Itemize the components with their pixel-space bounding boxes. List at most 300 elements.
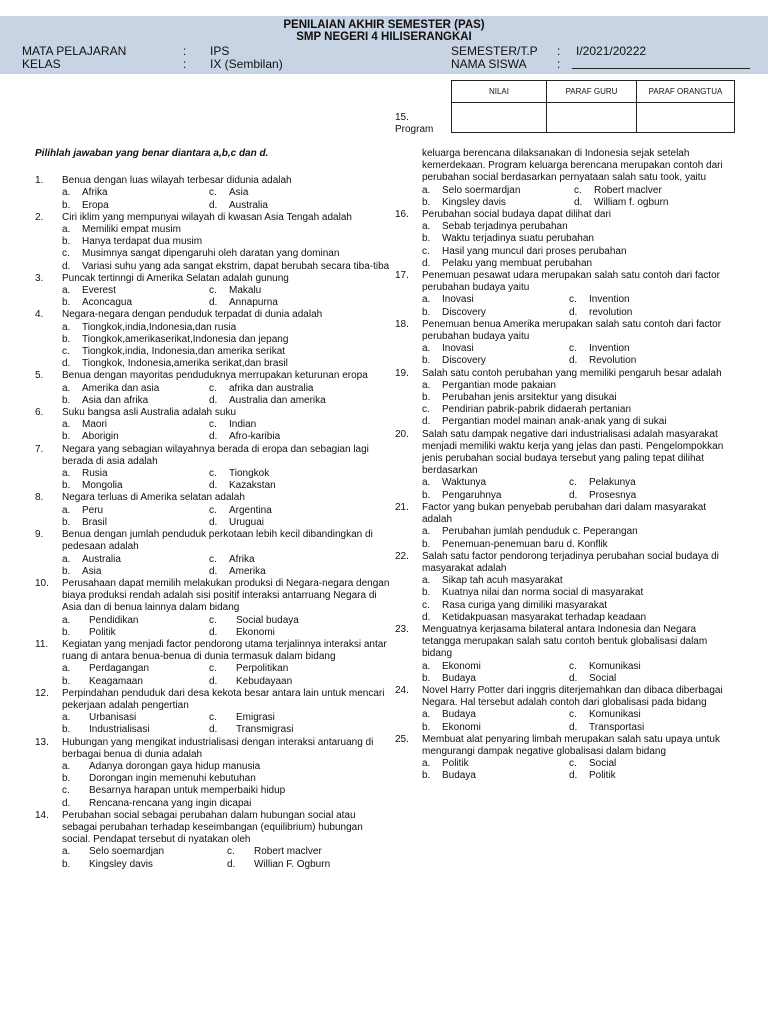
question-options [62, 187, 390, 211]
option-text: Sebab terjadinya perubahan [442, 221, 568, 233]
answer-option[interactable] [209, 627, 390, 639]
question-options [422, 661, 735, 685]
right-question-list [395, 209, 735, 783]
answer-option[interactable] [62, 785, 390, 797]
answer-option[interactable] [62, 419, 209, 431]
answer-option[interactable] [422, 526, 735, 538]
question-number: 17. [395, 270, 409, 282]
question-number: 10. [35, 577, 49, 589]
question-text: Penemuan benua Amerika merupakan salah satu contoh dari factor perubahan budaya yaitu [422, 318, 722, 343]
question-options [62, 383, 390, 407]
question-item [395, 502, 735, 551]
answer-option[interactable] [209, 505, 390, 517]
answer-option[interactable] [62, 431, 209, 443]
answer-option[interactable] [209, 517, 390, 529]
answer-option[interactable] [569, 661, 735, 673]
answer-option[interactable] [62, 248, 390, 260]
school-name: SMP NEGERI 4 HILISERANGKAI [296, 31, 472, 43]
answer-option[interactable] [62, 566, 209, 578]
option-letter: c. [209, 419, 217, 431]
option-text: Hanya terdapat dua musim [82, 236, 203, 248]
question-text: Factor yang bukan penyebab perubahan dari dalam masyarakat adalah [422, 501, 707, 526]
answer-option[interactable] [422, 343, 569, 355]
option-text: Komunikasi [589, 660, 641, 672]
option-letter: a. [422, 343, 431, 355]
option-text: Kebudayaan [236, 675, 293, 687]
option-letter: a. [62, 382, 71, 394]
option-letter: a. [62, 321, 71, 333]
answer-option[interactable] [569, 294, 735, 306]
answer-option[interactable] [209, 615, 390, 627]
question-number: 1. [35, 175, 44, 187]
answer-option[interactable] [209, 285, 390, 297]
answer-option[interactable] [62, 224, 390, 236]
question-item [395, 685, 735, 734]
nilai-cell[interactable] [452, 103, 547, 133]
mapel-colon: : [183, 44, 187, 58]
option-text: Inovasi [442, 343, 474, 355]
option-text: Besarnya harapan untuk memperbaiki hidup [89, 785, 286, 797]
nama-field[interactable] [572, 58, 750, 72]
option-text: Robert maclver [594, 184, 662, 196]
option-text: Keagamaan [89, 675, 143, 687]
question-item [395, 209, 735, 270]
option-letter: a. [422, 575, 431, 587]
option-letter: b. [422, 672, 431, 684]
answer-option[interactable] [209, 297, 390, 309]
question-number: 14. [35, 809, 49, 821]
answer-option[interactable] [422, 539, 735, 551]
answer-option[interactable] [422, 587, 735, 599]
question-text: Benua dengan luas wilayah terbesar didunia adalah [62, 175, 292, 187]
answer-option[interactable] [62, 236, 390, 248]
answer-option[interactable] [209, 724, 390, 736]
option-letter: c. [569, 758, 577, 770]
option-text: Inovasi [442, 294, 474, 306]
option-letter: d. [62, 260, 71, 272]
answer-option[interactable] [422, 221, 735, 233]
answer-option[interactable] [209, 480, 390, 492]
option-text: Aconcagua [82, 297, 133, 309]
option-text: Amerika [229, 565, 266, 577]
question-text: Salah satu factor pendorong terjadinya perubahan social budaya di masyarakat adalah [422, 550, 719, 574]
answer-option[interactable] [62, 346, 390, 358]
option-letter: d. [209, 626, 218, 638]
option-letter: a. [62, 224, 71, 236]
option-letter: b. [62, 480, 71, 492]
option-text: Social [589, 672, 617, 684]
answer-option[interactable] [62, 480, 209, 492]
option-letter: a. [62, 187, 71, 199]
answer-option[interactable] [62, 846, 227, 858]
option-letter: a. [422, 526, 431, 538]
question-item [35, 407, 390, 444]
answer-option[interactable] [62, 712, 209, 724]
question-text: Negara-negara dengan penduduk terpadat di dunia adalah [62, 309, 323, 321]
question-number: 23. [395, 623, 409, 635]
question-text: Benua dengan mayoritas penduduknya merrupakan keturunan eropa [62, 370, 368, 382]
option-letter: d. [569, 489, 578, 501]
answer-option[interactable] [422, 673, 569, 685]
option-text: Rencana-rencana yang ingin dicapai [89, 797, 252, 809]
option-letter: a. [62, 553, 71, 565]
option-text: Annapurna [229, 297, 278, 309]
option-letter: c. [569, 294, 577, 306]
answer-option[interactable] [422, 770, 569, 782]
question-options [62, 554, 390, 578]
answer-option[interactable] [422, 258, 735, 270]
option-letter: a. [422, 221, 431, 233]
option-text: Waktu terjadinya suatu perubahan [442, 233, 594, 245]
option-text: Kingsley davis [442, 196, 506, 208]
question-number: 18. [395, 318, 409, 330]
option-letter: d. [569, 721, 578, 733]
answer-option[interactable] [62, 554, 209, 566]
option-letter: b. [62, 333, 71, 345]
question-text: Negara terluas di Amerika selatan adalah [62, 492, 245, 504]
question-text: Negara yang sebagian wilayahnya berada di eropa dan sebagian lagi berada di asia adalah [62, 443, 369, 467]
question-text: Menguatnya kerjasama bilateral antara Indonesia dan Negara tetangga merupakan salah satu contoh bentuk globalisasi dalam bidang [422, 623, 708, 660]
question-15-options [422, 185, 735, 209]
option-letter: c. [422, 245, 430, 257]
option-letter: b. [62, 394, 71, 406]
answer-option[interactable] [422, 490, 569, 502]
option-text: Australia [82, 553, 121, 565]
option-letter: d. [209, 480, 218, 492]
answer-option[interactable] [422, 246, 735, 258]
option-text: Politik [589, 770, 616, 782]
answer-option[interactable] [62, 676, 209, 688]
semester-label: SEMESTER/T.P [451, 44, 538, 58]
question-number: 6. [35, 407, 44, 419]
question-item [35, 578, 390, 639]
answer-option[interactable] [62, 663, 209, 675]
option-text: Pendirian pabrik-pabrik didaerah pertanian [442, 404, 632, 416]
option-letter: b. [422, 233, 431, 245]
question-item [35, 737, 390, 810]
option-text: Pendidikan [89, 614, 139, 626]
option-letter: c. [209, 614, 217, 626]
answer-option[interactable] [569, 722, 735, 734]
answer-option[interactable] [62, 761, 390, 773]
question-text: Salah satu dampak negative dari industrialisasi adalah masyarakat menjadi memiliki waktu kerja yang jelas dan pasti. Pengelompokkan jenis perubahan social budaya tersebut yang paling tepat dilihat berdasarkan [422, 428, 724, 477]
question-number: 5. [35, 370, 44, 382]
answer-option[interactable] [62, 297, 209, 309]
question-text: Membuat alat penyaring limbah merupakan salah satu upaya untuk mengurangi dampak negative globalisasi dalam bidang [422, 733, 720, 757]
question-item [35, 492, 390, 529]
option-text: Ketidakpuasan masyarakat terhadap keadaan [442, 611, 647, 623]
semester-colon: : [557, 44, 561, 58]
option-text: Selo soemardjan [89, 846, 165, 858]
option-text: Uruguai [229, 516, 265, 528]
option-text: Transportasi [589, 721, 645, 733]
answer-option[interactable] [62, 395, 209, 407]
answer-option[interactable] [422, 709, 569, 721]
exam-header [0, 16, 768, 74]
answer-option[interactable] [209, 187, 390, 199]
option-text: Musimnya sangat dipengaruhi oleh daratan yang dominan [82, 248, 340, 260]
answer-option[interactable] [209, 554, 390, 566]
answer-option[interactable] [422, 477, 569, 489]
question-item [395, 734, 735, 783]
question-number: 13. [35, 736, 49, 748]
option-text: Pergantian mode pakaian [442, 379, 556, 391]
answer-option[interactable] [422, 612, 735, 624]
question-15-start: 15. Program [395, 112, 434, 135]
question-item [395, 319, 735, 368]
option-text: Tiongkok, Indonesia,amerika serikat,dan brasil [82, 358, 288, 370]
question-15-text: keluarga berencana dilaksanakan di Indonesia sejak setelah kemerdekaan. Program keluarga berencana merupakan contoh dari perubahan social berdasarkan pernyataan salah satu took, yaitu [422, 148, 723, 184]
answer-option[interactable] [569, 355, 735, 367]
left-column [35, 148, 390, 871]
question-options [422, 575, 735, 624]
answer-option[interactable] [422, 392, 735, 404]
option-text: Tiongkok,india,Indonesia,dan rusia [82, 321, 237, 333]
option-text: Kingsley davis [89, 858, 153, 870]
option-text: Ekonomi [442, 721, 481, 733]
option-letter: b. [422, 355, 431, 367]
option-text: Politik [89, 626, 116, 638]
answer-option[interactable] [62, 627, 209, 639]
question-item [395, 368, 735, 429]
answer-option[interactable] [422, 416, 735, 428]
option-text: Pengaruhnya [442, 489, 502, 501]
option-letter: c. [422, 599, 430, 611]
answer-option[interactable] [569, 307, 735, 319]
answer-option[interactable] [569, 477, 735, 489]
option-letter: c. [227, 846, 235, 858]
option-letter: d. [209, 565, 218, 577]
answer-option[interactable] [209, 395, 390, 407]
option-text: Argentina [229, 504, 272, 516]
option-text: Memiliki empat musim [82, 224, 181, 236]
option-letter: d. [422, 257, 431, 269]
question-item [35, 444, 390, 493]
answer-option[interactable] [62, 859, 227, 871]
answer-option[interactable] [209, 383, 390, 395]
option-text: Afrika [229, 553, 255, 565]
option-letter: c. [569, 660, 577, 672]
answer-option[interactable] [422, 307, 569, 319]
option-text: Australia [229, 199, 268, 211]
answer-option[interactable] [209, 566, 390, 578]
answer-option[interactable] [209, 419, 390, 431]
option-text: Discovery [442, 306, 486, 318]
option-letter: a. [422, 184, 431, 196]
option-text: Industrialisasi [89, 724, 150, 736]
answer-option[interactable] [62, 358, 390, 370]
question-text: Benua dengan jumlah penduduk perkotaan lebih kecil dibandingkan di pedesaan adalah [62, 529, 373, 553]
answer-option[interactable] [569, 490, 735, 502]
option-letter: b. [422, 538, 431, 550]
answer-option[interactable] [569, 343, 735, 355]
option-text: Waktunya [442, 477, 487, 489]
answer-option[interactable] [422, 661, 569, 673]
option-text: Invention [589, 294, 630, 306]
answer-option[interactable] [422, 758, 569, 770]
option-letter: b. [62, 431, 71, 443]
question-text: Perpindahan penduduk dari desa kekota besar antara lain untuk mencari pekerjaan adalah pengertian [62, 687, 385, 711]
grade-table [451, 80, 735, 133]
option-letter: b. [62, 626, 71, 638]
option-text: Komunikasi [589, 709, 641, 721]
question-options [62, 224, 390, 273]
option-letter: a. [62, 663, 71, 675]
paraf-guru-cell[interactable] [547, 103, 637, 133]
question-number: 7. [35, 443, 44, 455]
option-text: Tiongkok [229, 468, 270, 480]
option-text: Australia dan amerika [229, 394, 326, 406]
option-letter: a. [62, 468, 71, 480]
option-letter: b. [62, 516, 71, 528]
answer-option[interactable] [422, 600, 735, 612]
option-text: Afrika [82, 187, 108, 199]
option-letter: d. [209, 297, 218, 309]
option-letter: c. [209, 468, 217, 480]
answer-option[interactable] [422, 294, 569, 306]
option-letter: c. [62, 785, 70, 797]
answer-option[interactable] [209, 663, 390, 675]
option-text: Rusia [82, 468, 108, 480]
question-15-continued [395, 148, 735, 209]
option-text: Revolution [589, 355, 637, 367]
option-text: Budaya [442, 709, 476, 721]
option-text: afrika dan australia [229, 382, 314, 394]
answer-option[interactable] [62, 798, 390, 810]
question-options [62, 846, 390, 870]
answer-option[interactable] [422, 380, 735, 392]
option-text: Kazakstan [229, 480, 276, 492]
option-text: Perpolitikan [236, 663, 289, 675]
answer-option[interactable] [209, 676, 390, 688]
option-text: Transmigrasi [236, 724, 294, 736]
answer-option[interactable] [422, 404, 735, 416]
option-text: Social budaya [236, 614, 299, 626]
question-text: Hubungan yang mengikat industrialisasi dengan interaksi antaruang di berbagai benua di dunia adalah [62, 736, 374, 760]
answer-option[interactable] [422, 185, 574, 197]
option-text: Indian [229, 419, 257, 431]
question-options [422, 526, 735, 550]
answer-option[interactable] [227, 846, 390, 858]
option-letter: b. [62, 675, 71, 687]
option-text: Emigrasi [236, 712, 275, 724]
answer-option[interactable] [62, 187, 209, 199]
option-letter: b. [422, 196, 431, 208]
option-text: Budaya [442, 672, 476, 684]
option-text: Budaya [442, 770, 476, 782]
question-options [422, 294, 735, 318]
answer-option[interactable] [227, 859, 390, 871]
option-letter: c. [569, 343, 577, 355]
answer-option[interactable] [569, 673, 735, 685]
option-letter: b. [422, 770, 431, 782]
answer-option[interactable] [209, 431, 390, 443]
answer-option[interactable] [574, 197, 735, 209]
option-text: Perubahan jenis arsitektur yang disukai [442, 392, 617, 404]
question-number: 12. [35, 687, 49, 699]
answer-option[interactable] [62, 285, 209, 297]
answer-option[interactable] [422, 722, 569, 734]
question-options [422, 343, 735, 367]
answer-option[interactable] [62, 468, 209, 480]
answer-option[interactable] [569, 770, 735, 782]
question-number: 2. [35, 211, 44, 223]
semester-value: I/2021/20222 [576, 44, 647, 58]
question-text: Suku bangsa asli Australia adalah suku [62, 407, 237, 419]
answer-option[interactable] [62, 383, 209, 395]
question-number: 8. [35, 492, 44, 504]
answer-option[interactable] [62, 724, 209, 736]
option-text: Aborigin [82, 431, 119, 443]
answer-option[interactable] [209, 712, 390, 724]
answer-option[interactable] [422, 197, 574, 209]
option-letter: b. [62, 297, 71, 309]
option-letter: d. [569, 355, 578, 367]
question-number: 20. [395, 428, 409, 440]
answer-option[interactable] [62, 334, 390, 346]
option-text: Afro-karibia [229, 431, 281, 443]
option-text: Tiongkok,india, Indonesia,dan amerika serikat [82, 346, 286, 358]
option-letter: b. [62, 565, 71, 577]
answer-option[interactable] [422, 575, 735, 587]
answer-option[interactable] [569, 709, 735, 721]
option-text: Tiongkok,amerikaserikat,Indonesia dan jepang [82, 333, 289, 345]
answer-option[interactable] [209, 200, 390, 212]
option-text: Urbanisasi [89, 712, 137, 724]
option-text: Asia [82, 565, 102, 577]
question-options [62, 712, 390, 736]
answer-option[interactable] [62, 261, 390, 273]
option-letter: a. [422, 477, 431, 489]
option-text: Asia dan afrika [82, 394, 149, 406]
answer-option[interactable] [574, 185, 735, 197]
answer-option[interactable] [209, 468, 390, 480]
question-options [62, 615, 390, 639]
option-letter: b. [422, 721, 431, 733]
option-letter: c. [209, 285, 217, 297]
answer-option[interactable] [62, 773, 390, 785]
question-number: 24. [395, 684, 409, 696]
answer-option[interactable] [62, 517, 209, 529]
option-letter: a. [62, 419, 71, 431]
option-letter: c. [569, 709, 577, 721]
instruction: Pilihlah jawaban yang benar diantara a,b,c dan d. [35, 148, 269, 159]
answer-option[interactable] [62, 322, 390, 334]
option-text: Prosesnya [589, 489, 637, 501]
option-letter: d. [62, 797, 71, 809]
question-number: 11. [35, 638, 49, 650]
answer-option[interactable] [62, 615, 209, 627]
option-letter: d. [209, 199, 218, 211]
question-options [62, 505, 390, 529]
question-item [395, 429, 735, 502]
question-options [422, 221, 735, 270]
question-item [35, 309, 390, 370]
paraf-orangtua-cell[interactable] [637, 103, 735, 133]
answer-option[interactable] [569, 758, 735, 770]
question-options [422, 709, 735, 733]
answer-option[interactable] [62, 200, 209, 212]
option-text: Sikap tah acuh masyarakat [442, 575, 563, 587]
question-options [62, 285, 390, 309]
answer-option[interactable] [62, 505, 209, 517]
option-letter: a. [62, 712, 71, 724]
answer-option[interactable] [422, 355, 569, 367]
option-letter: d. [574, 196, 583, 208]
option-text: Asia [229, 187, 249, 199]
answer-option[interactable] [422, 233, 735, 245]
question-item [35, 273, 390, 310]
